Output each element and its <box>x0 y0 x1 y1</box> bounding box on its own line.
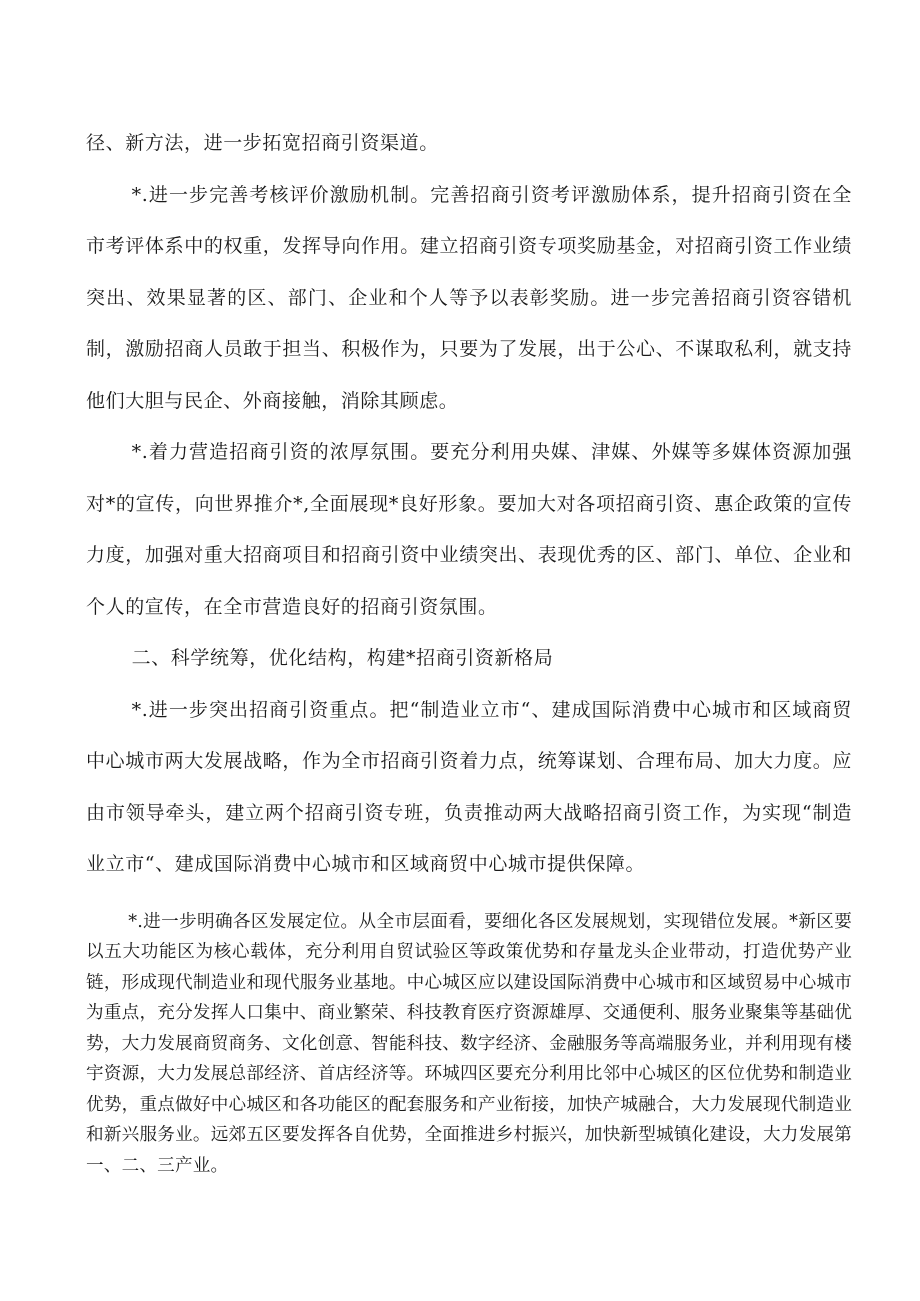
section-heading: 二、科学统筹，优化结构，构建*招商引资新格局 <box>131 647 554 669</box>
paragraph-district-positioning: *.进一步明确各区发展定位。从全市层面看，要细化各区发展规划，实现错位发展。*新区要以五大功能区为核心载体，充分利用自贸试验区等政策优势和存量龙头企业带动，打造优势产业链，形成现代制造业和现代服务业基地。中心城区应以建设国际消费中心城市和区域贸易中心城市为重点，充分发挥人口集中、商业繁荣、科技教育医疗资源雄厚、交通便利、服务业聚集等基础优势，大力发展商贸商务、文化创意、智能科技、数字经济、金融服务等高端服务业，并利用现有楼宇资源，大力发展总部经济、首店经济等。环城四区要充分利用比邻中心城区的区位优势和制造业优势，重点做好中心城区和各功能区的配套服务和产业衔接，加快产城融合，大力发展现代制造业和新兴服务业。远郊五区要发挥各自优势，全面推进乡村振兴，加快新型城镇化建设，大力发展第一、二、三产业。 <box>86 911 852 1176</box>
paragraph-evaluation-incentive: *.进一步完善考核评价激励机制。完善招商引资考评激励体系，提升招商引资在全市考评体系中的权重，发挥导向作用。建立招商引资专项奖励基金，对招商引资工作业绩突出、效果显著的区、部门、企业和个人等予以表彰奖励。进一步完善招商引资容错机制，激励招商人员敢于担当、积极作为，只要为了发展，出于公心、不谋取私利，就支持他们大胆与民企、外商接触，消除其顾虑。 <box>86 183 852 412</box>
paragraph-investment-atmosphere: *.着力营造招商引资的浓厚氛围。要充分利用央媒、津媒、外媒等多媒体资源加强对*的宣传，向世界推介*,全面展现*良好形象。要加大对各项招商引资、惠企政策的宣传力度，加强对重大招商项目和招商引资中业绩突出、表现优秀的区、部门、单位、企业和个人的宣传，在全市营造良好的招商引资氛围。 <box>86 441 852 618</box>
paragraph-continuation: 径、新方法，进一步拓宽招商引资渠道。 <box>86 132 439 154</box>
paragraph-investment-focus: *.进一步突出招商引资重点。把“制造业立市“、建成国际消费中心城市和区域商贸中心城市两大发展战略，作为全市招商引资着力点，统筹谋划、合理布局、加大力度。应由市领导牵头，建立两个招商引资专班，负责推动两大战略招商引资工作，为实现“制造业立市“、建成国际消费中心城市和区域商贸中心城市提供保障。 <box>86 698 852 875</box>
